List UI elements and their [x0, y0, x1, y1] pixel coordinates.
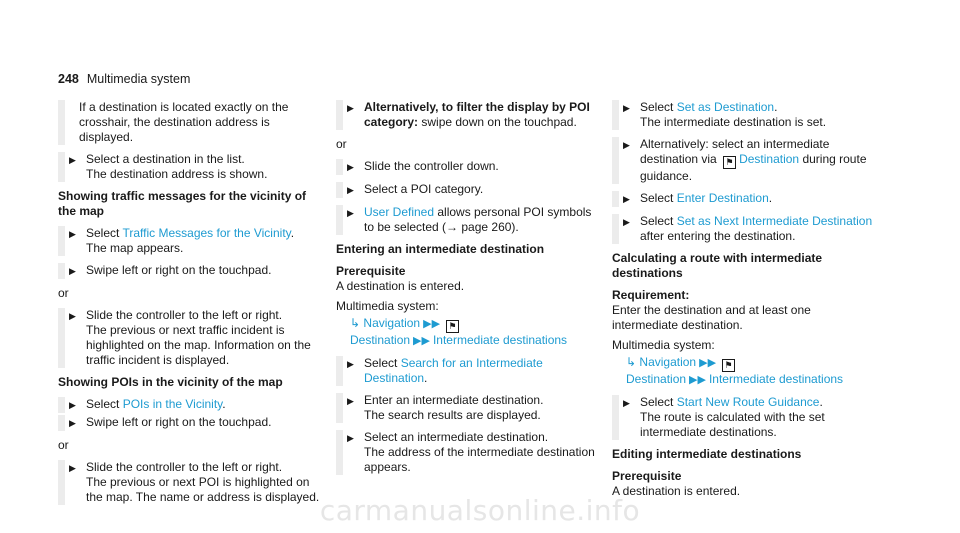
step-text: Select a POI category. — [364, 182, 484, 196]
step-arrow-icon: ▶ — [69, 418, 76, 428]
requirement-heading: Requirement: — [612, 288, 690, 302]
path-intermediate-destinations[interactable]: Intermediate destinations — [432, 333, 568, 347]
step-text: Select — [640, 214, 677, 228]
step-arrow-icon: ▶ — [347, 396, 354, 406]
step-enter-intermediate — [336, 393, 598, 423]
link-set-next-intermediate[interactable]: Set as Next Intermediate Destination — [676, 214, 873, 228]
prerequisite-heading: Prerequisite — [612, 469, 682, 483]
path-arrow-icon: ▶▶ — [413, 335, 430, 347]
link-user-defined[interactable]: User Defined — [364, 205, 435, 219]
step-arrow-icon: ▶ — [623, 217, 630, 227]
step-text: Select — [640, 191, 677, 205]
requirement-text: Enter the destination and at least one intermediate destination. — [612, 303, 811, 332]
link-pois-vicinity[interactable]: POIs in the Vicinity — [122, 397, 223, 411]
step-alternative — [612, 137, 874, 184]
step-arrow-icon: ▶ — [347, 103, 354, 113]
link-enter-destination[interactable]: Enter Destination — [676, 191, 769, 205]
link-start-route-guidance[interactable]: Start New Route Guidance — [676, 395, 820, 409]
step-text: swipe down on the touchpad. — [418, 115, 577, 129]
step-arrow-icon: ▶ — [69, 463, 76, 473]
path-arrow-icon: ▶▶ — [423, 318, 441, 330]
prerequisite-text: A destination is entered. — [612, 484, 741, 498]
or-text: or — [58, 438, 69, 452]
step-text: Select — [86, 226, 123, 240]
step-result: The route is calculated with the set intermediate destinations. — [640, 410, 825, 439]
step-result: The previous or next POI is highlighted on the map. The name or address is displayed. — [86, 475, 320, 504]
step-arrow-icon: ▶ — [69, 311, 76, 321]
link-set-as-destination[interactable]: Set as Destination — [676, 100, 775, 114]
step-text: Enter an intermediate destination. — [364, 393, 544, 407]
link-traffic-vicinity[interactable]: Traffic Messages for the Vicinity — [122, 226, 291, 240]
step-result: The search results are displayed. — [364, 408, 541, 422]
heading-poi: Showing POIs in the vicinity of the map — [58, 375, 283, 389]
multimedia-label: Multimedia system: — [336, 299, 439, 313]
step-text: during route guidance. — [640, 152, 867, 183]
column-3 — [612, 100, 874, 506]
page-section-title: Multimedia system — [86, 72, 191, 86]
step-text: . — [819, 395, 823, 409]
step-bold-text: Alternatively, to filter the display by POI category: — [364, 100, 590, 129]
heading-editing: Editing intermediate destinations — [612, 447, 802, 461]
step-search-intermediate — [336, 356, 598, 386]
link-destination[interactable]: Destination — [739, 152, 800, 166]
flag-icon: ⚑ — [446, 320, 459, 333]
step-start-route — [612, 395, 874, 440]
step-text: . — [222, 397, 226, 411]
step-text: Select — [640, 100, 677, 114]
flag-icon: ⚑ — [723, 156, 736, 169]
step-swipe — [58, 263, 320, 279]
step-text: allows personal POI symbols to be selected (→ page 260). — [364, 205, 592, 234]
step-text: . — [290, 226, 295, 240]
path-intermediate-destinations[interactable]: Intermediate destinations — [708, 372, 844, 386]
step-result: The destination address is shown. — [86, 167, 268, 181]
step-text: Select — [86, 397, 123, 411]
flag-icon: ⚑ — [722, 359, 735, 372]
step-arrow-icon: ▶ — [623, 194, 630, 204]
path-destination[interactable]: Destination — [350, 333, 411, 347]
step-enter-destination — [612, 191, 874, 207]
path-return-icon: ↳ — [350, 316, 361, 330]
prerequisite-text: A destination is entered. — [336, 279, 465, 293]
step-result: The map appears. — [86, 241, 184, 255]
step-slide-down — [336, 159, 598, 175]
step-arrow-icon: ▶ — [347, 359, 354, 369]
step-text: Swipe left or right on the touchpad. — [86, 263, 272, 277]
step-select-destination — [58, 152, 320, 182]
step-text: Swipe left or right on the touchpad. — [86, 415, 272, 429]
step-slide — [58, 308, 320, 368]
step-arrow-icon: ▶ — [623, 398, 630, 408]
menu-path — [336, 316, 598, 349]
step-text: Slide the controller down. — [364, 159, 499, 173]
step-text: Slide the controller to the left or right. — [86, 308, 283, 322]
path-arrow-icon: ▶▶ — [699, 357, 717, 369]
step-arrow-icon: ▶ — [69, 266, 76, 276]
page-number: 248 — [58, 72, 79, 86]
step-user-defined — [336, 205, 598, 235]
step-text: Select a destination in the list. — [86, 152, 245, 166]
step-arrow-icon: ▶ — [347, 208, 354, 218]
heading-calculating: Calculating a route with intermediate destinations — [612, 251, 823, 280]
step-traffic-select — [58, 226, 320, 256]
multimedia-label: Multimedia system: — [612, 338, 715, 352]
step-text: after entering the destination. — [640, 229, 796, 243]
step-text: . — [768, 191, 773, 205]
step-text: Slide the controller to the left or right. — [86, 460, 283, 474]
step-arrow-icon: ▶ — [347, 433, 354, 443]
step-arrow-icon: ▶ — [623, 140, 630, 150]
step-swipe-2 — [58, 415, 320, 431]
step-set-destination — [612, 100, 874, 130]
step-arrow-icon: ▶ — [347, 185, 354, 195]
step-arrow-icon: ▶ — [623, 103, 630, 113]
step-select-intermediate — [336, 430, 598, 475]
step-text: Select — [640, 395, 677, 409]
path-navigation[interactable]: Navigation — [639, 355, 697, 369]
step-poi-select — [58, 397, 320, 413]
step-result: The address of the intermediate destination appears. — [364, 445, 595, 474]
path-return-icon: ↳ — [626, 355, 637, 369]
step-arrow-icon: ▶ — [69, 155, 76, 165]
step-text: . — [774, 100, 778, 114]
step-arrow-icon: ▶ — [69, 229, 76, 239]
step-text: Select an intermediate destination. — [364, 430, 549, 444]
step-arrow-icon: ▶ — [69, 400, 76, 410]
column-1 — [58, 100, 320, 512]
step-next-intermediate — [612, 214, 874, 244]
prerequisite-heading: Prerequisite — [336, 264, 406, 278]
step-text: . — [424, 371, 428, 385]
intro-note: If a destination is located exactly on the crosshair, the destination address is displayed. — [58, 100, 320, 145]
step-alt-filter — [336, 100, 598, 130]
path-destination[interactable]: Destination — [626, 372, 687, 386]
or-text: or — [58, 286, 69, 300]
path-navigation[interactable]: Navigation — [363, 316, 421, 330]
heading-intermediate: Entering an intermediate destination — [336, 242, 545, 256]
page-header — [58, 72, 190, 86]
path-arrow-icon: ▶▶ — [689, 374, 706, 386]
heading-traffic: Showing traffic messages for the vicinity of the map — [58, 189, 307, 218]
link-search-intermediate[interactable]: Search for an Intermediate Destination — [364, 356, 543, 385]
watermark: carmanualsonline.info — [319, 494, 641, 527]
menu-path — [612, 355, 874, 388]
step-text: Alternatively: select an intermediate destination via — [640, 137, 830, 166]
column-2 — [336, 100, 598, 482]
step-select-category — [336, 182, 598, 198]
step-arrow-icon: ▶ — [347, 162, 354, 172]
step-text: Select — [364, 356, 401, 370]
or-text: or — [336, 137, 347, 151]
step-result: The previous or next traffic incident is highlighted on the map. Information on the traffic incident is displayed. — [86, 323, 311, 367]
step-result: The intermediate destination is set. — [640, 115, 827, 129]
